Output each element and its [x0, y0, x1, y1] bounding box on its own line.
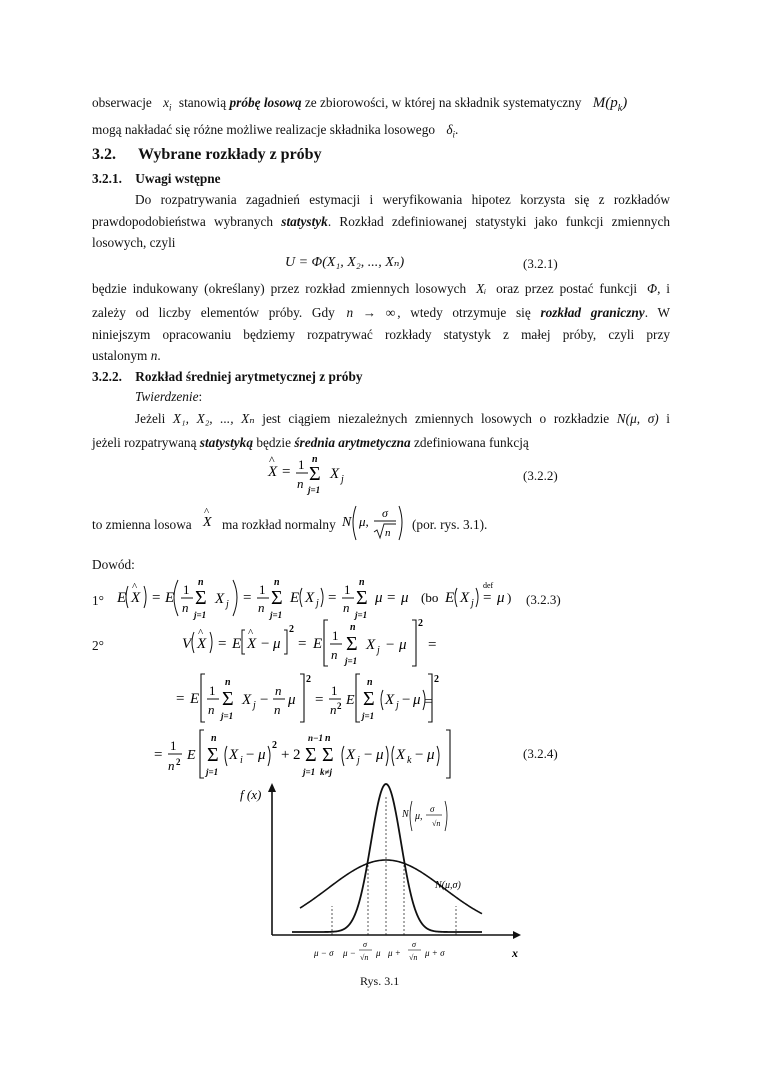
text: (por. rys. 3.1).: [412, 517, 488, 532]
svg-text:j=1: j=1: [270, 610, 283, 620]
x-ticks: [313, 940, 445, 962]
svg-text:j: j: [357, 755, 360, 766]
svg-text:n: n: [350, 622, 356, 633]
math-delta: $\delta_i$: [446, 122, 456, 140]
subsection-heading-2: [92, 368, 363, 386]
svg-text:μ: μ: [497, 590, 505, 606]
text-line: [92, 191, 670, 209]
svg-text:E: E: [190, 691, 200, 707]
svg-text:j: j: [396, 700, 399, 711]
svg-text:X: X: [346, 747, 356, 763]
svg-text:E: E: [290, 590, 300, 606]
svg-text:2: 2: [289, 624, 294, 635]
svg-text:Σ: Σ: [363, 688, 375, 710]
text-line: [412, 516, 487, 534]
svg-text:μ: μ: [401, 590, 409, 606]
svg-text:1: 1: [332, 628, 339, 643]
svg-text:i: i: [240, 755, 243, 766]
text: stanowią: [178, 95, 227, 110]
svg-text:=: =: [428, 637, 437, 653]
sum-sign: Σ: [309, 463, 321, 485]
text: ma rozkład normalny: [222, 517, 336, 532]
text-line: [222, 516, 336, 534]
label-narrow-sigma: σ: [430, 804, 435, 814]
sum-upper: n: [312, 454, 318, 465]
svg-text:n: n: [211, 733, 217, 744]
normal-sigma-sqrtn: [340, 500, 408, 544]
svg-text:Σ: Σ: [322, 744, 334, 766]
text: Jeżeli: [135, 411, 166, 426]
svg-text:μ: μ: [273, 636, 281, 652]
svg-text:n: n: [198, 577, 204, 588]
svg-text:n: n: [325, 733, 331, 744]
text-line: [92, 516, 192, 534]
svg-text:=: =: [315, 692, 324, 708]
svg-text:j: j: [316, 598, 319, 609]
svg-text:N: N: [342, 515, 352, 530]
text: . Rozkład zdefiniowanej statystyki jako funkcji zmiennych: [327, 214, 671, 229]
svg-text:X: X: [229, 747, 239, 763]
math-M: $M(p_k)$: [592, 95, 628, 114]
text: zależy od liczby elementów próby. Gdy: [92, 305, 335, 320]
svg-text:n: n: [275, 683, 282, 698]
svg-text:^: ^: [132, 581, 138, 593]
equation-variance-line1: [180, 616, 450, 668]
svg-text:j=1: j=1: [362, 711, 375, 721]
svg-text:μ: μ: [376, 747, 384, 763]
text: jest ciągiem niezależnych zmiennych losowych o rozkładzie: [262, 411, 610, 426]
text: , i: [657, 281, 670, 296]
equation-number: (3.2.2): [523, 468, 558, 483]
svg-text:2: 2: [418, 618, 423, 629]
svg-text:Σ: Σ: [356, 587, 368, 609]
svg-text:k≠j: k≠j: [320, 767, 332, 777]
svg-text:n: n: [168, 758, 175, 773]
text: Dowód:: [92, 557, 135, 572]
bold-term: próbę losową: [229, 95, 302, 110]
math-seq: X₁, X₂, ..., Xₙ: [172, 411, 255, 426]
svg-text:n: n: [385, 527, 391, 539]
svg-text:μ: μ: [288, 692, 296, 708]
svg-text:n: n: [258, 600, 265, 615]
text-line: ustalonym n.: [92, 348, 161, 363]
svg-text:μ: μ: [413, 692, 421, 708]
svg-text:E: E: [445, 590, 455, 606]
equation-number: (3.2.1): [523, 256, 558, 271]
section-heading: [92, 146, 322, 164]
svg-text:μ: μ: [399, 637, 407, 653]
svg-text:j: j: [377, 645, 380, 656]
frac-num: 1: [298, 457, 305, 472]
equation-number: (3.2.4): [523, 746, 558, 761]
figure-normal-curves: [230, 775, 530, 975]
text: będzie indukowany (określany) przez rozkład zmiennych losowych: [92, 281, 467, 296]
text: jeżeli rozpatrywaną: [92, 435, 197, 450]
svg-text:n: n: [225, 677, 231, 688]
svg-text:X: X: [305, 590, 315, 606]
svg-text:E: E: [187, 748, 196, 763]
text: , wtedy otrzymuje się: [397, 305, 531, 320]
tick-mu-plus: μ +: [388, 948, 401, 958]
tick-mu-minus-sigma: μ − σ: [314, 948, 334, 958]
svg-text:1: 1: [170, 738, 177, 753]
tick-mu-minus: μ −: [343, 948, 356, 958]
svg-text:μ: μ: [427, 747, 435, 763]
svg-text:=: =: [152, 590, 161, 606]
equation-number: (3.2.3): [526, 592, 561, 607]
svg-text:E: E: [346, 693, 355, 708]
svg-text:−: −: [260, 692, 269, 708]
svg-text:Σ: Σ: [305, 744, 317, 766]
svg-text:2: 2: [337, 701, 342, 711]
equation-3-2-1: U = Φ(X₁, X₂, ..., Xₙ): [285, 255, 405, 270]
svg-text:j=1: j=1: [303, 767, 316, 777]
label-narrow-mu: μ,: [415, 811, 423, 822]
xhat-inline: [200, 506, 220, 534]
svg-text:j=1: j=1: [355, 610, 368, 620]
y-axis-label: f (x): [240, 787, 262, 802]
subsection-number: 3.2.1.: [92, 171, 122, 186]
svg-text:−: −: [261, 636, 270, 652]
Xj: X: [330, 466, 340, 482]
text: niniejszym opracowaniu będziemy rozpatrywać rozkłady statystyk z małej próby, czyli przy: [92, 327, 670, 342]
text-line: [92, 234, 175, 252]
svg-text:V: V: [182, 636, 192, 652]
svg-text:j=1: j=1: [206, 767, 219, 777]
math-var: Xᵢ: [476, 281, 487, 296]
svg-text:1: 1: [209, 683, 216, 698]
text: prawdopodobieństwa wybranych: [92, 214, 274, 229]
svg-text:n: n: [359, 577, 365, 588]
Xj-sub: j: [341, 474, 344, 485]
text: ustalonym: [92, 348, 148, 363]
svg-text:μ: μ: [258, 747, 266, 763]
svg-text:j=1: j=1: [345, 656, 358, 666]
svg-text:n: n: [274, 577, 280, 588]
svg-text:1: 1: [344, 582, 351, 597]
text: obserwacje: [92, 95, 152, 110]
text: i: [666, 411, 670, 426]
svg-text:−: −: [402, 692, 411, 708]
svg-text:Σ: Σ: [207, 744, 219, 766]
svg-text:X: X: [131, 590, 141, 606]
bo-text: (bo: [421, 590, 439, 605]
svg-text:μ,: μ,: [359, 514, 369, 529]
text: oraz przez postać funkcji: [496, 281, 638, 296]
text-line-1: [92, 94, 672, 118]
math-n: n: [150, 348, 158, 363]
svg-text:=: =: [483, 590, 492, 606]
svg-text:n: n: [274, 702, 281, 717]
svg-text:=: =: [387, 590, 396, 606]
text-line: [92, 280, 670, 298]
x-axis-label: x: [512, 946, 518, 960]
svg-text:E: E: [117, 590, 127, 606]
text: to zmienna losowa: [92, 517, 192, 532]
svg-text:X: X: [197, 636, 207, 652]
math-limit: n → ∞: [346, 305, 396, 320]
label-wide-N: N(μ,σ): [435, 880, 461, 891]
svg-text:1: 1: [259, 582, 266, 597]
sum-lower: j=1: [308, 485, 321, 495]
svg-text:X: X: [366, 637, 376, 653]
svg-text:−: −: [364, 747, 373, 763]
tick-sigma-b: σ: [412, 940, 416, 949]
text-line: [135, 410, 670, 428]
svg-text:X: X: [242, 692, 252, 708]
y-axis-arrow: [268, 783, 276, 792]
xhat: X: [268, 464, 278, 480]
step-2-label: 2°: [92, 638, 104, 653]
text: będzie: [256, 435, 292, 450]
svg-text:1: 1: [331, 683, 338, 698]
text-line-2: mogą nakładać się różne możliwe realizacje składnika losowego $\delta_i$.: [92, 122, 459, 140]
svg-text:n: n: [182, 600, 189, 615]
svg-text:E: E: [165, 590, 175, 606]
hat: ^: [269, 453, 275, 467]
svg-text:j=1: j=1: [221, 711, 234, 721]
svg-text:^: ^: [198, 627, 204, 639]
svg-text:n: n: [367, 677, 373, 688]
label-narrow-n: √n: [432, 819, 441, 828]
svg-text:X: X: [396, 747, 406, 763]
svg-text:X: X: [215, 591, 225, 607]
text: losowych, czyli: [92, 235, 176, 250]
svg-text:n−1: n−1: [308, 733, 323, 743]
svg-text:j: j: [253, 700, 256, 711]
svg-text:−: −: [246, 747, 255, 763]
def-label: def: [483, 581, 494, 590]
svg-text:2: 2: [306, 674, 311, 685]
svg-text:2: 2: [176, 757, 181, 767]
svg-text:X: X: [247, 636, 257, 652]
tick-mu: μ: [376, 948, 381, 958]
subsection-title: Uwagi wstępne: [135, 171, 221, 186]
svg-text:=: =: [176, 691, 185, 707]
step-1-label: 1°: [92, 593, 104, 608]
bold-term: statystyką: [199, 435, 253, 450]
svg-text:σ: σ: [382, 506, 388, 520]
tick-sqrtn-b: √n: [409, 953, 418, 962]
svg-text:1: 1: [183, 582, 190, 597]
equals-sign: =: [424, 694, 433, 710]
figure-caption: Rys. 3.1: [360, 974, 400, 988]
svg-text:Σ: Σ: [346, 633, 358, 655]
text: . W: [644, 305, 670, 320]
subsection-title: Rozkład średniej arytmetycznej z próby: [135, 369, 363, 384]
svg-text:E: E: [232, 636, 242, 652]
equation-variance-line2: [168, 670, 448, 726]
svg-text:+: +: [281, 747, 290, 763]
section-number: 3.2.: [92, 146, 116, 163]
svg-text:Σ: Σ: [222, 688, 234, 710]
text: ze zbiorowości, w której na składnik systematyczny: [304, 95, 582, 110]
text: Do rozpatrywania zagadnień estymacji i weryfikowania hipotez korzysta się z rozkładów: [135, 192, 670, 207]
subsection-heading-1: [92, 170, 221, 188]
bold-term: rozkład graniczny: [540, 305, 645, 320]
math-phi: Φ: [646, 281, 658, 296]
svg-text:): ): [507, 590, 512, 605]
svg-text:j=1: j=1: [194, 610, 207, 620]
svg-text:=: =: [298, 636, 307, 652]
theorem-text: Twierdzenie: [135, 389, 199, 404]
svg-text:=: =: [243, 590, 252, 606]
svg-text:X: X: [203, 515, 212, 530]
svg-text:j: j: [471, 598, 474, 609]
text: zdefiniowana funkcją: [414, 435, 529, 450]
text: mogą nakładać się różne możliwe realizacje składnika losowego: [92, 122, 435, 137]
svg-text:E: E: [313, 636, 323, 652]
svg-text:k: k: [407, 755, 412, 766]
subsection-number: 3.2.2.: [92, 369, 122, 384]
math-N: N(μ, σ): [616, 411, 659, 426]
svg-text:2: 2: [272, 740, 277, 751]
x-axis-arrow: [513, 931, 521, 939]
svg-text:n: n: [331, 647, 338, 662]
text-line: [92, 434, 529, 452]
svg-text:=: =: [218, 636, 227, 652]
svg-text:−: −: [386, 637, 395, 653]
equation-3-2-3: [115, 572, 525, 622]
svg-text:=: =: [328, 590, 337, 606]
svg-text:=: =: [154, 747, 163, 763]
svg-text:X: X: [460, 590, 470, 606]
section-title: Wybrane rozkłady z próby: [138, 146, 322, 163]
svg-text:n: n: [208, 702, 215, 717]
text-line: [92, 213, 670, 231]
equals: =: [282, 464, 291, 480]
frac-den: n: [297, 476, 304, 491]
svg-text:Σ: Σ: [195, 587, 207, 609]
math-var: $x_i$: [163, 95, 172, 113]
svg-text:j: j: [226, 599, 229, 610]
equation-3-2-4: [150, 726, 470, 782]
svg-text:n: n: [343, 600, 350, 615]
text-line: [92, 304, 670, 322]
svg-text:Σ: Σ: [271, 587, 283, 609]
svg-text:−: −: [415, 747, 424, 763]
svg-text:X: X: [385, 692, 395, 708]
theorem-label: Twierdzenie:: [135, 389, 203, 404]
svg-text:2: 2: [293, 747, 301, 763]
tick-mu-plus-sigma: μ + σ: [425, 948, 445, 958]
tick-sqrtn-a: √n: [360, 953, 369, 962]
text-line: [92, 326, 670, 344]
bold-term: średnia arytmetyczna: [294, 435, 411, 450]
svg-text:μ: μ: [375, 590, 383, 606]
equation-3-2-2: [260, 452, 380, 498]
bold-term: statystyk: [281, 214, 328, 229]
svg-text:2: 2: [434, 674, 439, 685]
label-narrow-N: N: [402, 809, 409, 820]
tick-sigma-a: σ: [363, 940, 367, 949]
svg-text:n: n: [330, 702, 337, 717]
svg-text:^: ^: [248, 627, 254, 639]
curve-normal-sigma-sqrtn: [292, 784, 482, 932]
svg-text:^: ^: [204, 506, 210, 518]
